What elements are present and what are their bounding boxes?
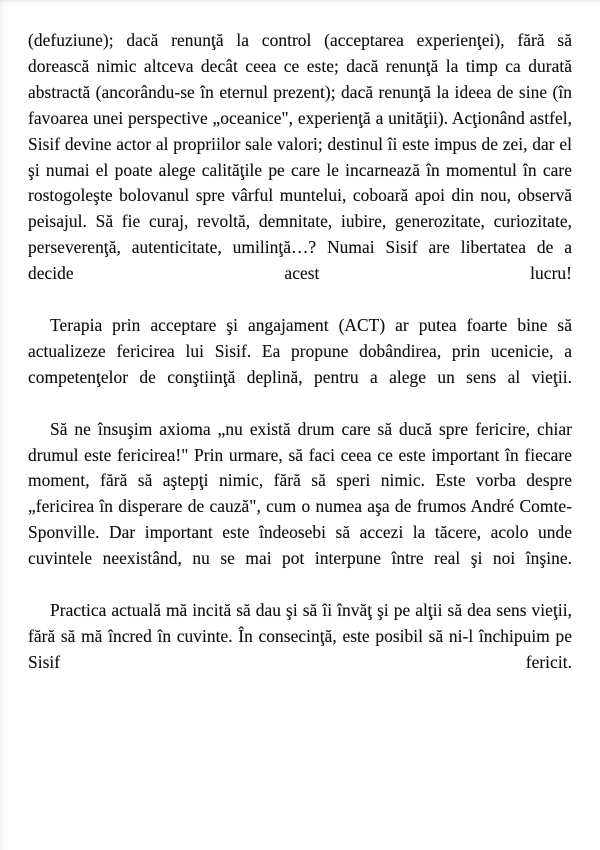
paragraph-2: Terapia prin acceptare şi angajament (ACT) ar putea foarte bine să actualizeze fericirea lui Sisif. Ea propune dobândirea, prin ucenicie, a competenţelor de conştiinţă deplină, pentru a alege un sens al vieţii. (28, 314, 572, 387)
page-content (28, 28, 572, 702)
paragraph-1: (defuziune); dacă renunţă la control (acceptarea experienţei), fără să dorească nimic altceva decât ceea ce este; dacă renunţă la timp ca durată abstractă (ancorându-se în eternul prezent); dacă renunţă la ideea de sine (în favoarea unei perspective „oceanice", experienţă a unităţii). Acţionând astfel, Sisif devine actor al propriilor sale valori; destinul îi este impus de zei, dar el şi numai el poate alege calităţile pe care le incarnează în momentul în care rostogoleşte bolovanul spre vârful muntelui, coboară apoi din nou, observă peisajul. Să fie curaj, revoltă, demnitate, iubire, generozitate, curiozitate, perseverenţă, autenticitate, umilinţă…? Numai Sisif are libertatea de a decide acest lucru! (28, 30, 572, 284)
scan-edge-artifact-top (0, 0, 600, 6)
body-text-block (28, 28, 572, 702)
paragraph-4: Practica actuală mă incită să dau şi să îi învăţ şi pe alţii să dea sens vieţii, fără să mă încred în cuvinte. În consecinţă, este posibil să ni-l închipuim pe Sisif fericit. (28, 599, 572, 672)
scan-edge-artifact-left (0, 0, 5, 850)
paragraph-3: Să ne însuşim axioma „nu există drum care să ducă spre fericire, chiar drumul este fericirea!" Prin urmare, să faci ceea ce este important în fiecare moment, fără să aştepţi nimic, fără să speri nimic. Este vorba despre „fericirea în disperare de cauză", cum o numea aşa de frumos André Comte-Sponville. Dar important este îndeosebi să accezi la tăcere, acolo unde cuvintele neexistând, nu se mai pot interpune între real şi noi înşine. (28, 418, 572, 569)
